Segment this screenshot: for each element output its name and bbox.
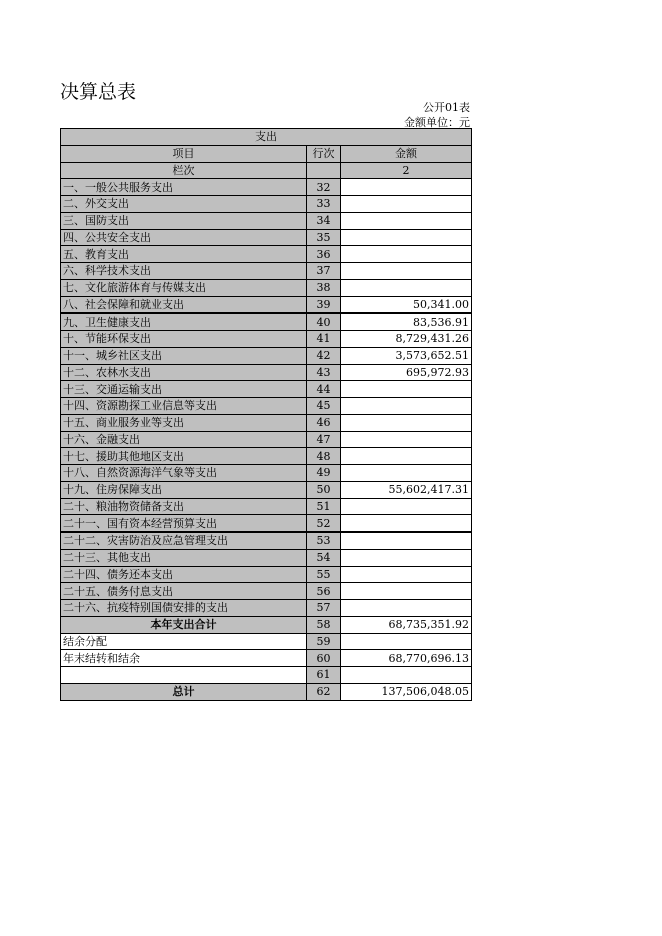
row-item-label: 二、外交支出 — [61, 196, 307, 213]
row-line-number: 32 — [307, 179, 341, 196]
row-amount — [341, 667, 472, 684]
table-row — [61, 600, 472, 617]
row-item-label: 四、公共安全支出 — [61, 229, 307, 246]
row-item-label: 十二、农林水支出 — [61, 364, 307, 381]
unit-label: 金额单位：元 — [404, 116, 470, 129]
row-line-number: 37 — [307, 263, 341, 280]
table-row — [61, 515, 472, 532]
row-item-label: 二十五、债务付息支出 — [61, 583, 307, 600]
table-row — [61, 616, 472, 633]
row-line-number: 35 — [307, 229, 341, 246]
row-item-label: 三、国防支出 — [61, 212, 307, 229]
row-line-number: 45 — [307, 398, 341, 415]
table-row — [61, 650, 472, 667]
row-amount: 68,770,696.13 — [341, 650, 472, 667]
row-item-label: 总计 — [61, 683, 307, 700]
row-amount — [341, 600, 472, 617]
row-line-number: 54 — [307, 549, 341, 566]
table-row — [61, 179, 472, 196]
row-line-number: 62 — [307, 683, 341, 700]
row-amount — [341, 583, 472, 600]
table-row — [61, 279, 472, 296]
row-line-number: 56 — [307, 583, 341, 600]
table-row — [61, 296, 472, 313]
row-item-label: 一、一般公共服务支出 — [61, 179, 307, 196]
row-line-number: 33 — [307, 196, 341, 213]
row-amount: 83,536.91 — [341, 313, 472, 330]
row-item-label: 十五、商业服务业等支出 — [61, 414, 307, 431]
table-row — [61, 431, 472, 448]
row-amount — [341, 549, 472, 566]
table-row — [61, 583, 472, 600]
table-row — [61, 364, 472, 381]
page-title: 决算总表 — [60, 81, 137, 103]
row-amount — [341, 246, 472, 263]
table-row — [61, 414, 472, 431]
table-row — [61, 532, 472, 549]
row-line-number: 42 — [307, 347, 341, 364]
row-item-label: 六、科学技术支出 — [61, 263, 307, 280]
row-line-number: 34 — [307, 212, 341, 229]
row-amount — [341, 465, 472, 482]
row-amount: 50,341.00 — [341, 296, 472, 313]
row-item-label: 二十、粮油物资储备支出 — [61, 498, 307, 515]
row-item-label: 八、社会保障和就业支出 — [61, 296, 307, 313]
row-line-number: 50 — [307, 481, 341, 498]
row-amount: 695,972.93 — [341, 364, 472, 381]
row-amount — [341, 212, 472, 229]
row-item-label: 五、教育支出 — [61, 246, 307, 263]
row-amount: 137,506,048.05 — [341, 683, 472, 700]
column-header-row — [61, 145, 472, 162]
table-row — [61, 448, 472, 465]
row-amount — [341, 498, 472, 515]
row-amount — [341, 398, 472, 415]
row-line-number: 43 — [307, 364, 341, 381]
form-code: 公开01表 — [423, 101, 470, 114]
row-amount — [341, 381, 472, 398]
row-amount — [341, 263, 472, 280]
row-amount — [341, 179, 472, 196]
table-row — [61, 263, 472, 280]
row-amount — [341, 532, 472, 549]
row-item-label: 九、卫生健康支出 — [61, 313, 307, 330]
table-row — [61, 683, 472, 700]
row-line-number: 58 — [307, 616, 341, 633]
section-header-row — [61, 129, 472, 146]
row-item-label: 年末结转和结余 — [61, 650, 307, 667]
table-row — [61, 481, 472, 498]
row-item-label: 十、节能环保支出 — [61, 331, 307, 348]
table-row — [61, 212, 472, 229]
row-line-number: 38 — [307, 279, 341, 296]
row-item-label: 二十三、其他支出 — [61, 549, 307, 566]
row-item-label: 七、文化旅游体育与传媒支出 — [61, 279, 307, 296]
row-line-number: 60 — [307, 650, 341, 667]
row-amount — [341, 279, 472, 296]
row-item-label: 二十二、灾害防治及应急管理支出 — [61, 532, 307, 549]
col-header-line: 行次 — [307, 145, 341, 162]
table-row — [61, 347, 472, 364]
table-row — [61, 381, 472, 398]
row-item-label: 十一、城乡社区支出 — [61, 347, 307, 364]
column-index-row — [61, 162, 472, 179]
expenditure-table — [60, 128, 472, 701]
row-line-number: 47 — [307, 431, 341, 448]
row-line-number: 61 — [307, 667, 341, 684]
row-item-label: 十八、自然资源海洋气象等支出 — [61, 465, 307, 482]
row-amount — [341, 196, 472, 213]
table-row — [61, 633, 472, 650]
row-line-number: 49 — [307, 465, 341, 482]
row-line-number: 59 — [307, 633, 341, 650]
row-amount — [341, 448, 472, 465]
row-line-number: 44 — [307, 381, 341, 398]
table-row — [61, 313, 472, 330]
table-row — [61, 246, 472, 263]
table-row — [61, 465, 472, 482]
table-row — [61, 566, 472, 583]
row-line-number: 40 — [307, 313, 341, 330]
table-row — [61, 398, 472, 415]
row-amount: 55,602,417.31 — [341, 481, 472, 498]
col-index-item: 栏次 — [61, 162, 307, 179]
col-index-line — [307, 162, 341, 179]
row-amount — [341, 229, 472, 246]
table-row — [61, 331, 472, 348]
col-header-item: 项目 — [61, 145, 307, 162]
row-line-number: 48 — [307, 448, 341, 465]
row-line-number: 57 — [307, 600, 341, 617]
row-line-number: 36 — [307, 246, 341, 263]
row-line-number: 39 — [307, 296, 341, 313]
row-item-label: 十六、金融支出 — [61, 431, 307, 448]
row-line-number: 53 — [307, 532, 341, 549]
row-line-number: 46 — [307, 414, 341, 431]
row-item-label: 十三、交通运输支出 — [61, 381, 307, 398]
row-item-label: 十九、住房保障支出 — [61, 481, 307, 498]
row-amount: 68,735,351.92 — [341, 616, 472, 633]
row-item-label: 结余分配 — [61, 633, 307, 650]
row-item-label: 二十一、国有资本经营预算支出 — [61, 515, 307, 532]
section-header: 支出 — [61, 129, 472, 146]
table-row — [61, 229, 472, 246]
row-line-number: 51 — [307, 498, 341, 515]
row-amount: 3,573,652.51 — [341, 347, 472, 364]
row-line-number: 55 — [307, 566, 341, 583]
table-row — [61, 196, 472, 213]
row-amount — [341, 414, 472, 431]
table-row — [61, 549, 472, 566]
row-line-number: 41 — [307, 331, 341, 348]
row-amount — [341, 633, 472, 650]
row-amount — [341, 431, 472, 448]
row-item-label — [61, 667, 307, 684]
row-item-label: 十四、资源勘探工业信息等支出 — [61, 398, 307, 415]
table-row — [61, 498, 472, 515]
col-header-amount: 金额 — [341, 145, 472, 162]
row-amount — [341, 515, 472, 532]
row-amount — [341, 566, 472, 583]
table-row — [61, 667, 472, 684]
row-item-label: 二十六、抗疫特别国债安排的支出 — [61, 600, 307, 617]
row-item-label: 十七、援助其他地区支出 — [61, 448, 307, 465]
row-item-label: 二十四、债务还本支出 — [61, 566, 307, 583]
row-line-number: 52 — [307, 515, 341, 532]
col-index-amount: 2 — [341, 162, 472, 179]
row-item-label: 本年支出合计 — [61, 616, 307, 633]
row-amount: 8,729,431.26 — [341, 331, 472, 348]
